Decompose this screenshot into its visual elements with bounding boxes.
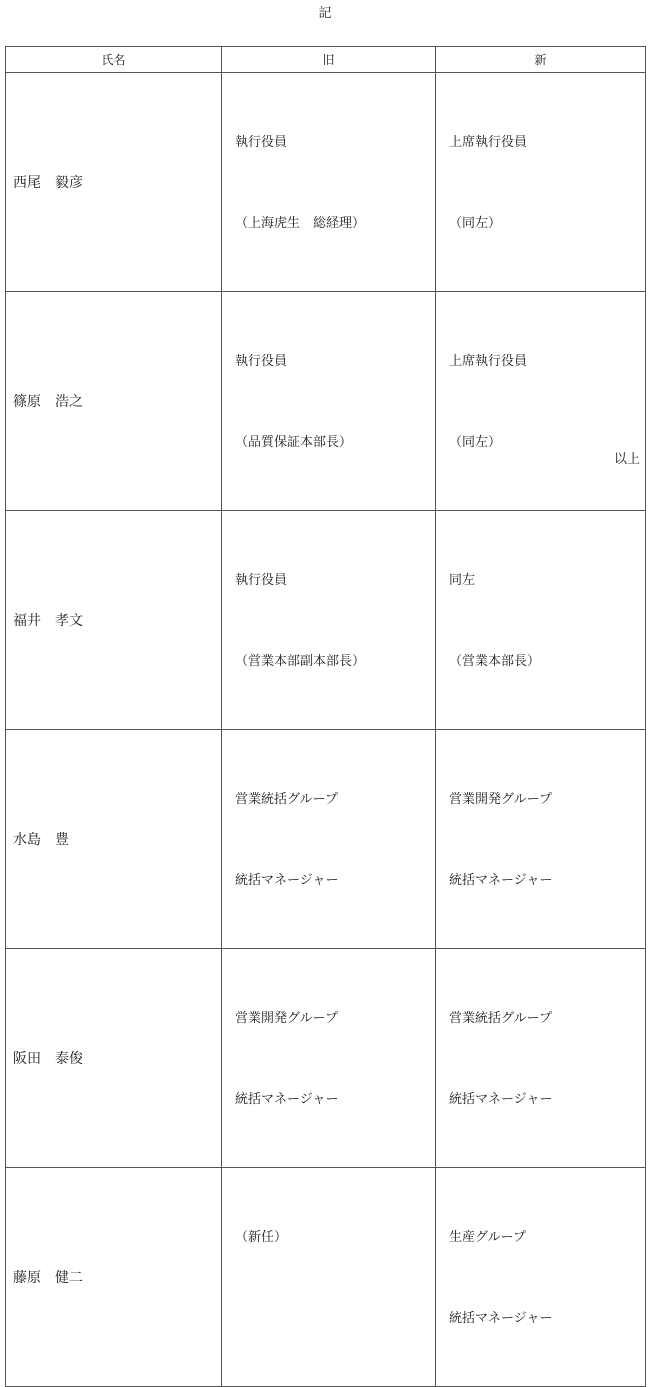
old-position — [222, 730, 436, 949]
old-position — [222, 949, 436, 1168]
new-position-line: 営業開発グループ — [449, 792, 552, 807]
new-position-line: （同左） — [449, 216, 502, 231]
table-row — [6, 1168, 646, 1387]
person-name: 西尾 毅彦 — [6, 73, 222, 292]
new-position-line: 統括マネージャー — [449, 1092, 553, 1107]
personnel-change-table — [5, 46, 646, 1387]
person-name: 篠原 浩之 — [6, 292, 222, 511]
new-position-line: 統括マネージャー — [449, 873, 553, 888]
new-position-line: 生産グループ — [449, 1230, 526, 1245]
new-position-line: 同左 — [449, 573, 476, 588]
table-header-row — [6, 47, 646, 73]
old-position-line: 執行役員 — [235, 354, 288, 369]
table-row — [6, 292, 646, 511]
new-position — [436, 949, 646, 1168]
new-position — [436, 1168, 646, 1387]
old-position — [222, 292, 436, 511]
header-old: 旧 — [222, 47, 436, 73]
new-position-line: 統括マネージャー — [449, 1311, 553, 1326]
document-heading: 記 — [318, 6, 332, 21]
old-position — [222, 73, 436, 292]
old-position-line: 営業統括グループ — [235, 792, 338, 807]
table-row — [6, 73, 646, 292]
new-position-line: 営業統括グループ — [449, 1011, 552, 1026]
new-position-line: （同左） — [449, 435, 502, 450]
old-position-line: （上海虎生 総経理） — [235, 216, 366, 231]
old-position-line: 営業開発グループ — [235, 1011, 338, 1026]
table-row — [6, 949, 646, 1168]
table-row — [6, 730, 646, 949]
person-name: 藤原 健二 — [6, 1168, 222, 1387]
header-new: 新 — [436, 47, 646, 73]
old-position-line: （新任） — [235, 1230, 288, 1245]
old-position-line: （品質保証本部長） — [235, 435, 353, 450]
person-name: 福井 孝文 — [6, 511, 222, 730]
person-name: 阪田 泰俊 — [6, 949, 222, 1168]
old-position — [222, 511, 436, 730]
person-name: 水島 豊 — [6, 730, 222, 949]
old-position — [222, 1168, 436, 1387]
old-position-line: 統括マネージャー — [235, 873, 339, 888]
header-name: 氏名 — [6, 47, 222, 73]
closing-mark: 以上 — [613, 452, 640, 467]
old-position-line: 統括マネージャー — [235, 1092, 339, 1107]
old-position-line: （営業本部副本部長） — [235, 654, 366, 669]
new-position — [436, 73, 646, 292]
new-position-line: 上席執行役員 — [449, 135, 528, 150]
new-position-line: 上席執行役員 — [449, 354, 528, 369]
old-position-line: 執行役員 — [235, 135, 288, 150]
old-position-line: 執行役員 — [235, 573, 288, 588]
new-position-line: （営業本部長） — [449, 654, 541, 669]
new-position — [436, 511, 646, 730]
new-position — [436, 292, 646, 511]
new-position — [436, 730, 646, 949]
table-row — [6, 511, 646, 730]
